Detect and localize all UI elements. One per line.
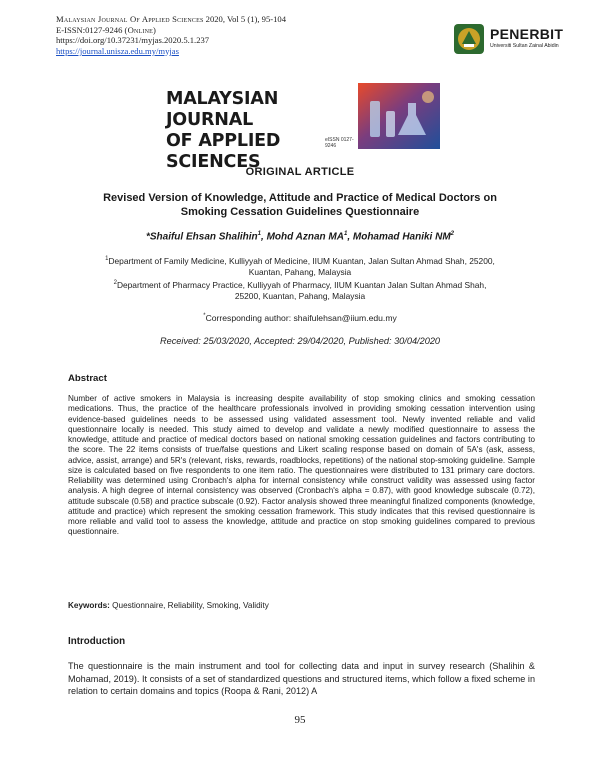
penerbit-emblem-icon [452, 22, 488, 58]
affiliations: $^1$Department of Family Medicine, Kulliyyah of Medicine, IIUM Kuantan, Jalan Sultan Ahmad Shah, 25200, Kuantan, Pahang, Malaysia $^2$Department of Pharmacy Practice, Kulliyyah of Pharmacy, IIUM Kuantan Jalan Sultan Ahmad Shah, 25200, Kuantan, Pahang, Malaysia [40, 254, 560, 302]
article-title [40, 191, 560, 219]
author-name: *Shaiful Ehsan Shalihin [145, 231, 258, 243]
journal-citation: 2020, Vol 5 (1), 95-104 [205, 14, 287, 24]
author-affiliation-mark: 1 [343, 231, 348, 237]
banner-issn: eISSN 0127-9246 [325, 137, 354, 149]
corresponding-author: *Corresponding author: shaifulehsan@iium.edu.my [203, 313, 397, 323]
abstract-heading: Abstract [68, 373, 107, 384]
affiliation-2: $^2$Department of Pharmacy Practice, Kulliyyah of Pharmacy, IIUM Kuantan Jalan Sultan Ahmad Shah, [113, 279, 487, 290]
article-title-line1: Revised Version of Knowledge, Attitude and Practice of Medical Doctors on [103, 192, 497, 204]
keywords [68, 601, 269, 610]
introduction-body: The questionnaire is the main instrument and tool for collecting data and input in survey research (Shalihin & Mohamad, 2019). It consists of a set of standardized questions and structured items, which follow a fixed scheme in relation to certain domains and topics (Roopa & Rani, 2012) A [68, 661, 535, 696]
author-list: *Shaiful Ehsan Shalihin$^1$, Mohd Aznan $MA^1$, Mohamad Haniki $NM^2$ [145, 231, 455, 243]
keywords-text: Questionnaire, Reliability, Smoking, Validity [112, 601, 269, 610]
banner-title [166, 89, 360, 173]
doi: https://doi.org/10.37231/myjas.2020.5.1.237 [56, 35, 210, 46]
article-dates: Received: 25/03/2020, Accepted: 29/04/2020, Published: 30/04/2020 [159, 336, 441, 346]
eissn-note: (Online) [124, 24, 157, 35]
publisher-subtitle: Universiti Sultan Zainal Abidin [490, 43, 559, 49]
keywords-label: Keywords: [68, 601, 110, 610]
banner-title-line1: MALAYSIAN JOURNAL [166, 89, 279, 130]
laboratory-image-icon [358, 83, 440, 149]
author-name: Mohamad Haniki NM [352, 231, 451, 243]
author-affiliation-mark: 1 [257, 231, 261, 237]
page-number: 95 [294, 714, 306, 726]
journal-name: Malaysian Journal Of Applied Sciences [56, 14, 204, 24]
journal-citation-line [56, 14, 286, 25]
author-affiliation-mark: 2 [450, 231, 455, 237]
journal-url-link[interactable]: https://journal.unisza.edu.my/myjas [56, 45, 179, 56]
publisher-logo [452, 22, 562, 58]
running-header [56, 14, 286, 56]
article-type: ORIGINAL ARTICLE [245, 166, 355, 178]
eissn: E-ISSN:0127-9246 [56, 24, 123, 35]
banner-title-line2: OF APPLIED SCIENCES [166, 131, 281, 172]
abstract-body: Number of active smokers in Malaysia is increasing despite availability of stop smoking clinics and smoking cessation medications. Thus, the practice of the healthcare professionals involved in providing smoking cessation intervention using evidence-based guidelines needs to be assessed using validated assessment tool. Newly invented reliable and valid questionnaire locally is needed. This study aimed to develop and validate a newly modified questionnaire to assess the knowledge, attitude and practice of medical doctors based on national smoking cessation guidelines and factors contributing to the score. The 22 items consists of true/false questions and Likert scaling response based on domain of 5A's (ask, assess, advice, assist, arrange) and 5R's (relevant, risks, rewards, roadblocks, repetitions) of the national stop-smoking guideline. Sample size is calculated based on five respondents to one item ratio. The questionnaires were distributed to 131 primary care doctors. Reliability was determined using Cronbach's alpha for internal consistency while construct validity was assessed using factor analysis. A high degree of internal consistency was observed (Cronbach's alpha = 0.87), with good knowledge subscale (0.72), attitude subscale (0.58) and practice subscale (0.92). Factor analysis showed three meaningful finalized components (knowledge, attitude and practice) which represent the smoking cessation framework. This study indicates that this revised questionnaire is more reliable and valid tool to assess the knowledge, attitude and practice on stop smoking guidelines compared to previous questionnaire. [68, 394, 535, 537]
affiliation-1: $^1$Department of Family Medicine, Kulliyyah of Medicine, IIUM Kuantan, Jalan Sultan Ahmad Shah, 25200, [105, 255, 495, 266]
publisher-name: PENERBIT [490, 26, 564, 42]
article-title-line2: Smoking Cessation Guidelines Questionnaire [180, 206, 420, 218]
author-name: Mohd Aznan MA [266, 231, 344, 243]
eissn-line [56, 25, 286, 36]
introduction-heading: Introduction [68, 636, 126, 647]
